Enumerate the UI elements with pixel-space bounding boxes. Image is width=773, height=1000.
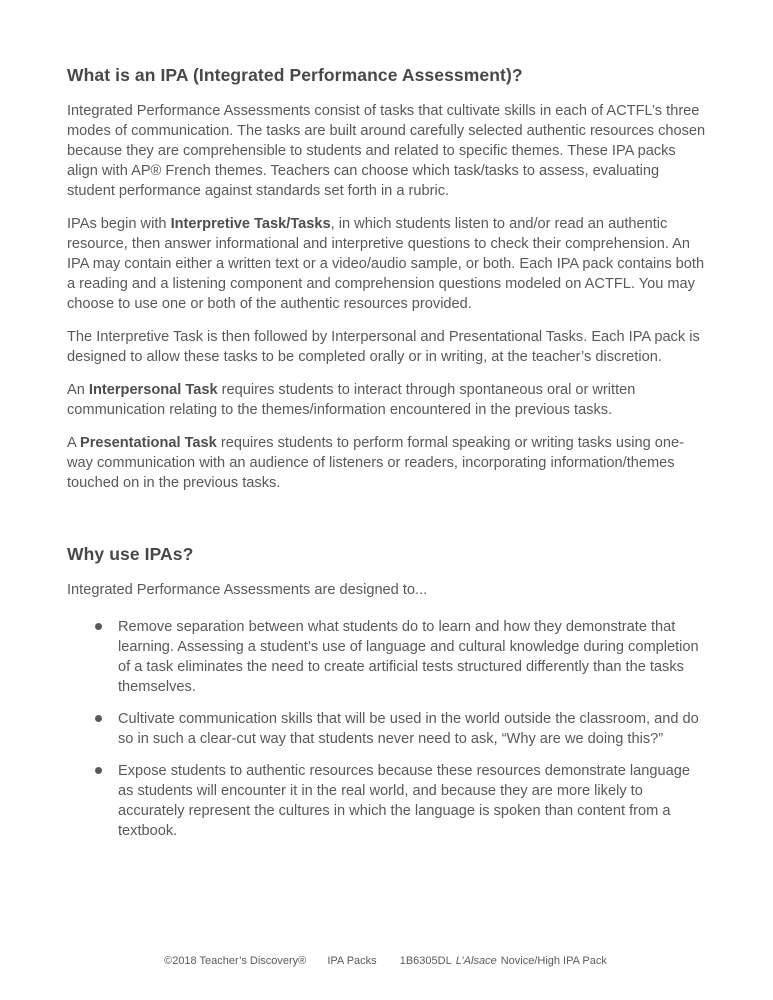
text-run: requires students to interact through spontaneous oral or written communication relating to the themes/information encountered in the previous tasks. bbox=[67, 382, 636, 418]
section-heading-why-use-ipas: Why use IPAs? bbox=[67, 544, 194, 564]
paragraph-interpersonal bbox=[67, 380, 707, 420]
bullet-icon bbox=[95, 623, 102, 630]
section-what-is-ipa bbox=[67, 64, 707, 493]
footer-pack-level: Novice/High IPA Pack bbox=[500, 955, 607, 967]
text-run: requires students to perform formal speaking or writing tasks using one-way communication with an audience of listeners or readers, incorporating information/themes touched on in the previous tasks. bbox=[67, 435, 685, 491]
text-run: An bbox=[67, 382, 89, 398]
bullet-icon bbox=[95, 715, 102, 722]
list-item bbox=[95, 761, 707, 841]
section-heading-what-is-ipa: What is an IPA (Integrated Performance Assessment)? bbox=[67, 65, 523, 85]
list-item bbox=[95, 617, 707, 697]
bold-term-interpretive: Interpretive Task/Tasks bbox=[170, 216, 331, 232]
footer-item-code: 1B6305DL bbox=[399, 955, 452, 967]
footer-copyright: ©2018 Teacher’s Discovery® bbox=[164, 955, 307, 967]
paragraph-interpretive bbox=[67, 214, 707, 314]
footer-product-line: IPA Packs bbox=[327, 955, 377, 967]
page-footer bbox=[0, 954, 773, 968]
list-item-text: Remove separation between what students do to learn and how they demonstrate that learning. Assessing a student’s use of language and cultural knowledge during completion of a task eliminates the need to create artificial tests structured differently than the tasks themselves. bbox=[118, 619, 699, 695]
bold-term-presentational: Presentational Task bbox=[79, 435, 217, 451]
bold-term-interpersonal: Interpersonal Task bbox=[88, 382, 218, 398]
footer-pack-title-italic: L’Alsace bbox=[455, 955, 497, 967]
bullet-icon bbox=[95, 767, 102, 774]
footer-pack-info bbox=[398, 955, 609, 967]
list-item bbox=[95, 709, 707, 749]
section-why-use-ipas bbox=[67, 543, 707, 841]
paragraph-intro: Integrated Performance Assessments consist of tasks that cultivate skills in each of ACTFL’s three modes of communication. The tasks are built around carefully selected authentic resources chosen because they are comprehensible to students and related to specific themes. These IPA packs align with AP® French themes. Teachers can choose which task/tasks to assess, evaluating student performance against standards set forth in a rubric. bbox=[67, 103, 706, 199]
paragraph-followed-by: The Interpretive Task is then followed by Interpersonal and Presentational Tasks. Each IPA pack is designed to allow these tasks to be completed orally or in writing, at the teacher’s discretion. bbox=[67, 329, 700, 365]
text-run: IPAs begin with bbox=[67, 216, 171, 232]
paragraph-designed-to: Integrated Performance Assessments are designed to... bbox=[67, 582, 428, 598]
text-run: A bbox=[67, 435, 80, 451]
bullet-list bbox=[67, 617, 707, 841]
text-run: , in which students listen to and/or read an authentic resource, then answer informational and interpretive questions to check their comprehension. An IPA may contain either a written text or a video/audio sample, or both. Each IPA pack contains both a reading and a listening component and comprehension questions modeled on ACTFL. You may choose to use one or both of the authentic resources provided. bbox=[67, 216, 705, 312]
paragraph-presentational bbox=[67, 433, 707, 493]
list-item-text: Expose students to authentic resources because these resources demonstrate language as students will encounter it in the real world, and because they are more likely to accurately represent the cultures in which the language is spoken than content from a textbook. bbox=[118, 763, 690, 839]
list-item-text: Cultivate communication skills that will be used in the world outside the classroom, and do so in such a clear-cut way that students never need to ask, “Why are we doing this?” bbox=[118, 711, 699, 747]
